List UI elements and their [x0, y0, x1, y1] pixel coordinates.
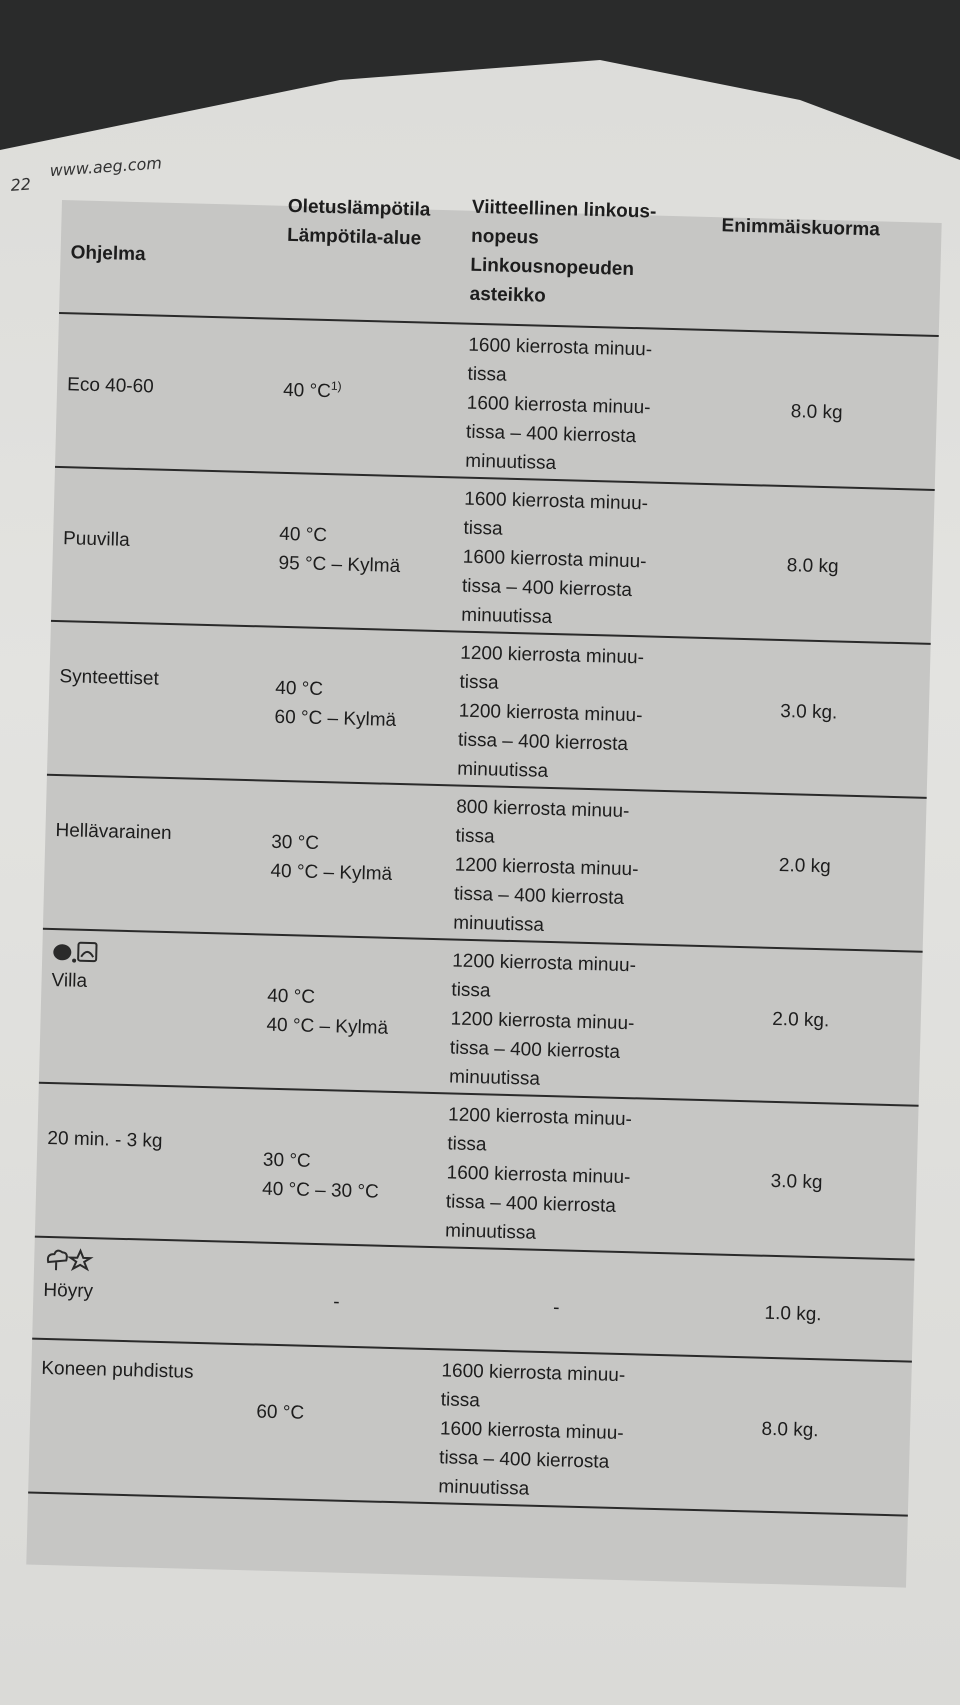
max-load: 8.0 kg: [786, 555, 839, 578]
temperature: 60 °C: [256, 1401, 305, 1424]
max-load: 8.0 kg.: [761, 1418, 819, 1442]
header-temperature: Oletuslämpötila Lämpötila-alue: [286, 195, 431, 250]
program-name: Hellävarainen: [55, 820, 172, 845]
wool-handwash-icon: [52, 936, 263, 970]
website-url: www.aeg.com: [49, 153, 163, 181]
header-load: Enimmäiskuorma: [721, 215, 881, 241]
table-row: [51, 468, 935, 645]
program-name: Eco 40-60: [66, 374, 155, 398]
program-name: Synteettiset: [59, 666, 160, 690]
spin-speed: 1200 kierrosta minuu- tissa 1200 kierrosta minuu- tissa – 400 kierrosta minuutissa: [456, 642, 645, 782]
program-name: 20 min. - 3 kg: [47, 1127, 163, 1152]
steam-icon: [44, 1244, 255, 1278]
max-load: 2.0 kg.: [771, 1008, 830, 1032]
table-row: [47, 622, 931, 799]
header-program: Ohjelma: [70, 242, 146, 266]
program-name: Koneen puhdistus: [41, 1357, 194, 1383]
spin-speed: 1600 kierrosta minuu- tissa 1600 kierrosta minuu- tissa – 400 kierrosta minuutissa: [465, 334, 653, 475]
program-name: Villa: [51, 969, 88, 992]
header-spin: Viitteellinen linkous- nopeus Linkousnopeuden asteikko: [469, 196, 657, 307]
temperature: -: [332, 1291, 340, 1313]
program-table: [26, 195, 941, 1588]
program-name: Puuvilla: [62, 528, 130, 551]
page-number: 22: [9, 174, 32, 195]
temperature: 40 $^\circ C^{1)}$: [282, 378, 342, 403]
spin-speed: 1600 kierrosta minuu- tissa 1600 kierrosta minuu- tissa – 400 kierrosta minuutissa: [460, 488, 649, 628]
spin-speed: 1200 kierrosta minuu- tissa 1600 kierrosta minuu- tissa – 400 kierrosta minuutissa: [444, 1104, 633, 1244]
table-row: [28, 1340, 912, 1517]
spin-speed: 800 kierrosta minuu- tissa 1200 kierrosta minuu- tissa – 400 kierrosta minuutissa: [452, 796, 639, 936]
max-load: 8.0 kg: [790, 401, 843, 424]
program-name: Höyry: [43, 1279, 94, 1303]
temperature: 30 °C 40 °C – 30 °C: [261, 1149, 380, 1203]
temperature: 30 °C 40 °C – Kylmä: [270, 831, 393, 885]
table-row: [43, 776, 927, 953]
max-load: 2.0 kg: [778, 854, 831, 878]
spin-speed: 1200 kierrosta minuu- tissa 1200 kierrosta minuu- tissa – 400 kierrosta minuutissa: [448, 950, 637, 1090]
max-load: 1.0 kg.: [764, 1302, 822, 1326]
spin-speed: -: [552, 1297, 560, 1319]
table-row: [55, 314, 939, 491]
max-load: 3.0 kg.: [780, 700, 838, 724]
temperature: 40 °C 60 °C – Kylmä: [274, 677, 397, 731]
table-row: [35, 1084, 919, 1261]
max-load: 3.0 kg: [770, 1170, 823, 1194]
spin-speed: 1600 kierrosta minuu- tissa 1600 kierrosta minuu- tissa – 400 kierrosta minuutissa: [438, 1360, 626, 1500]
temperature: 40 °C 40 °C – Kylmä: [266, 985, 389, 1039]
table-row: [39, 930, 923, 1107]
temperature: 40 °C 95 °C – Kylmä: [278, 523, 401, 577]
